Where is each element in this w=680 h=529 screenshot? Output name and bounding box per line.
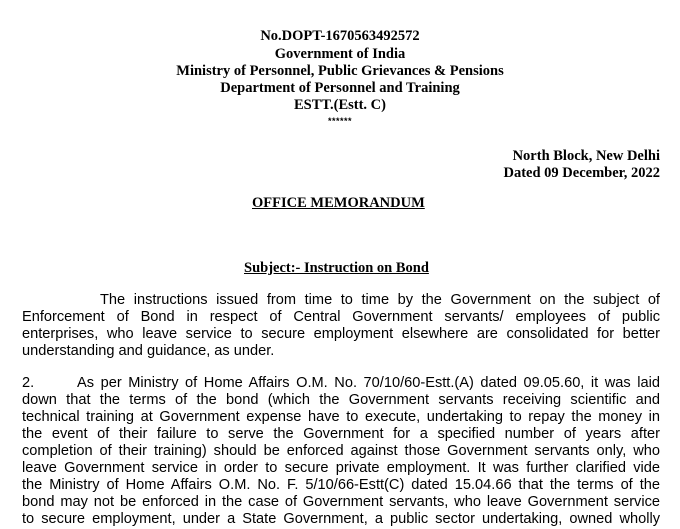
paragraph-2-line: bond may not be enforced in the case of Government servants, who leave Government service bbox=[22, 494, 660, 510]
paragraph-2-line: the event of their failure to serve the Government for a specified number of years after bbox=[22, 426, 660, 442]
document-title: OFFICE MEMORANDUM bbox=[252, 195, 425, 211]
paragraph-2-line: completion of their training) should be enforced against those Government servants only, who bbox=[22, 443, 660, 459]
paragraph-2-line: leave Government service in order to secure private employment. It was further clarified vide bbox=[22, 460, 660, 476]
paragraph-2-number: 2. bbox=[22, 375, 35, 391]
date: Dated 09 December, 2022 bbox=[503, 165, 660, 181]
separator-stars: ****** bbox=[327, 116, 352, 126]
paragraph-1-line: Enforcement of Bond in respect of Central Government servants/ employees of public bbox=[22, 309, 660, 325]
reference-number: No.DOPT-1670563492572 bbox=[260, 28, 420, 44]
paragraph-1-line: enterprises, who leave service to secure employment elsewhere are consolidated for better bbox=[22, 326, 660, 342]
subject-line: Subject:- Instruction on Bond bbox=[244, 260, 429, 276]
department-name: Department of Personnel and Training bbox=[220, 80, 460, 96]
place: North Block, New Delhi bbox=[512, 148, 660, 164]
paragraph-2-line: the Ministry of Home Affairs O.M. No. F. 5/10/66-Estt(C) dated 15.04.66 that the terms of the bbox=[22, 477, 660, 493]
ministry-name: Ministry of Personnel, Public Grievances & Pensions bbox=[176, 63, 504, 79]
paragraph-2-line: down that the terms of the bond (which the Government servants receiving scientific and bbox=[22, 392, 660, 408]
paragraph-2-line: As per Ministry of Home Affairs O.M. No. 70/10/60-Estt.(A) dated 09.05.60, it was laid bbox=[77, 375, 660, 391]
paragraph-1-line: The instructions issued from time to time by the Government on the subject of bbox=[100, 292, 660, 308]
paragraph-2-line: technical training at Government expense have to execute, undertaking to repay the money in bbox=[22, 409, 660, 425]
section-name: ESTT.(Estt. C) bbox=[294, 97, 386, 113]
paragraph-2-line: to secure employment, under a State Government, a public sector undertaking, owned wholly bbox=[22, 511, 660, 527]
paragraph-1-line: understanding and guidance, as under. bbox=[22, 343, 275, 359]
government-name: Government of India bbox=[274, 46, 406, 62]
